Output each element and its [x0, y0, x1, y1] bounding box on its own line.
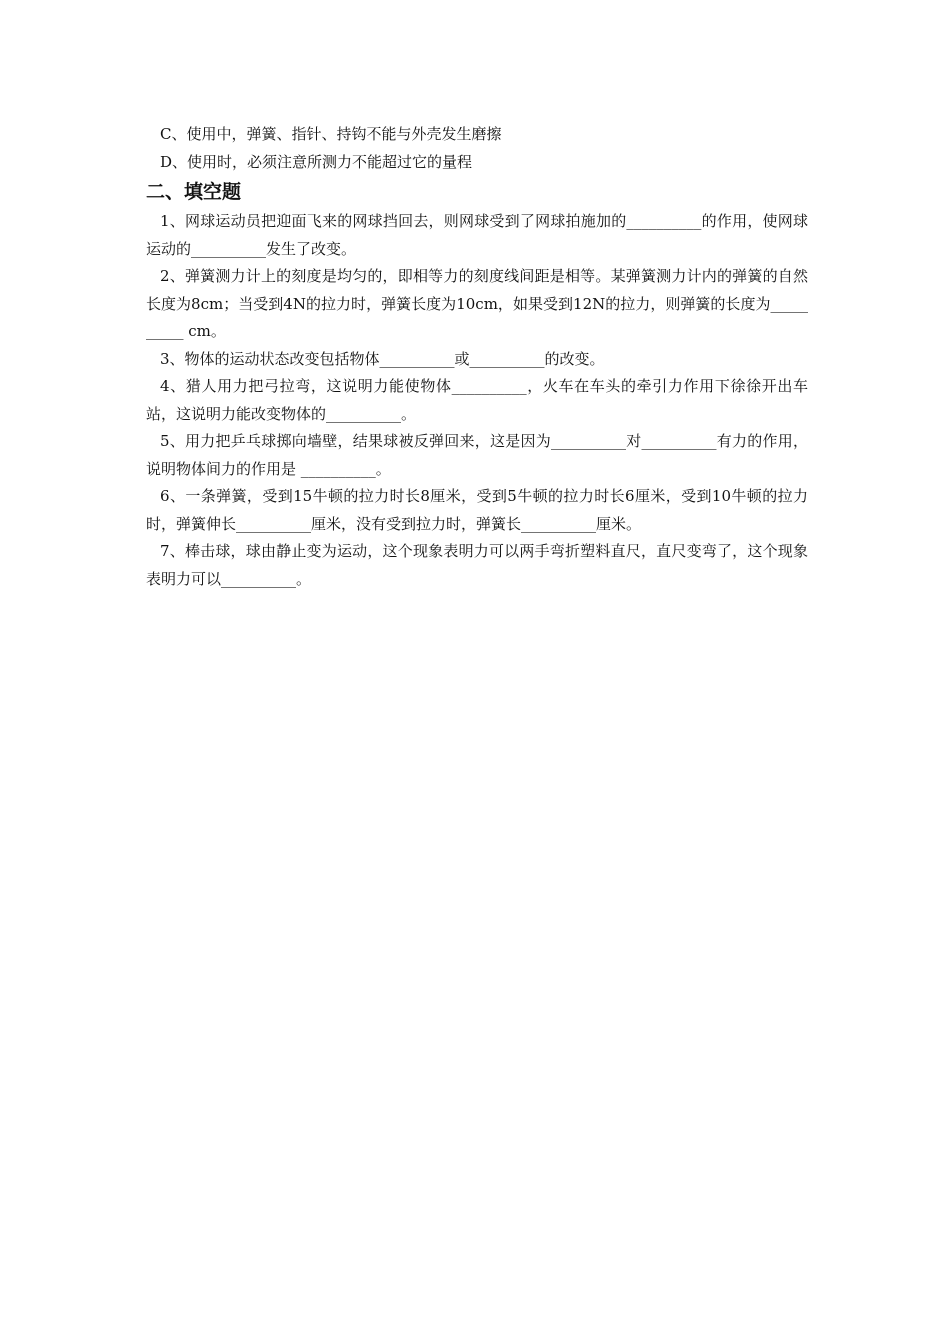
document-page [146, 120, 808, 593]
question-6: 6、一条弹簧，受到15牛顿的拉力时长8厘米，受到5牛顿的拉力时长6厘米，受到10牛顿的拉力时，弹簧伸长__________厘米，没有受到拉力时，弹簧长__________厘米。 [146, 487, 808, 533]
question-4: 4、猎人用力把弓拉弯，这说明力能使物体__________，火车在车头的牵引力作用下徐徐开出车站，这说明力能改变物体的__________。 [146, 377, 808, 423]
section-title: 二、填空题 [146, 181, 242, 203]
question-1: 1、网球运动员把迎面飞来的网球挡回去，则网球受到了网球拍施加的__________的作用，使网球运动的__________发生了改变。 [146, 212, 808, 258]
question-2: 2、弹簧测力计上的刻度是均匀的，即相等力的刻度线间距是相等。某弹簧测力计内的弹簧的自然长度为8cm；当受到4N的拉力时，弹簧长度为10cm，如果受到12N的拉力，则弹簧的长度为__________ cm。 [146, 267, 808, 340]
option-d: D、使用时，必须注意所测力不能超过它的量程 [160, 153, 473, 171]
option-c: C、使用中，弹簧、指针、持钩不能与外壳发生磨擦 [160, 125, 502, 143]
question-7: 7、棒击球，球由静止变为运动，这个现象表明力可以两手弯折塑料直尺，直尺变弯了，这个现象表明力可以__________。 [146, 542, 808, 588]
question-5: 5、用力把乒乓球掷向墙壁，结果球被反弹回来，这是因为__________对__________有力的作用，说明物体间力的作用是 __________。 [146, 432, 808, 478]
question-3: 3、物体的运动状态改变包括物体__________或__________的改变。 [160, 349, 605, 368]
